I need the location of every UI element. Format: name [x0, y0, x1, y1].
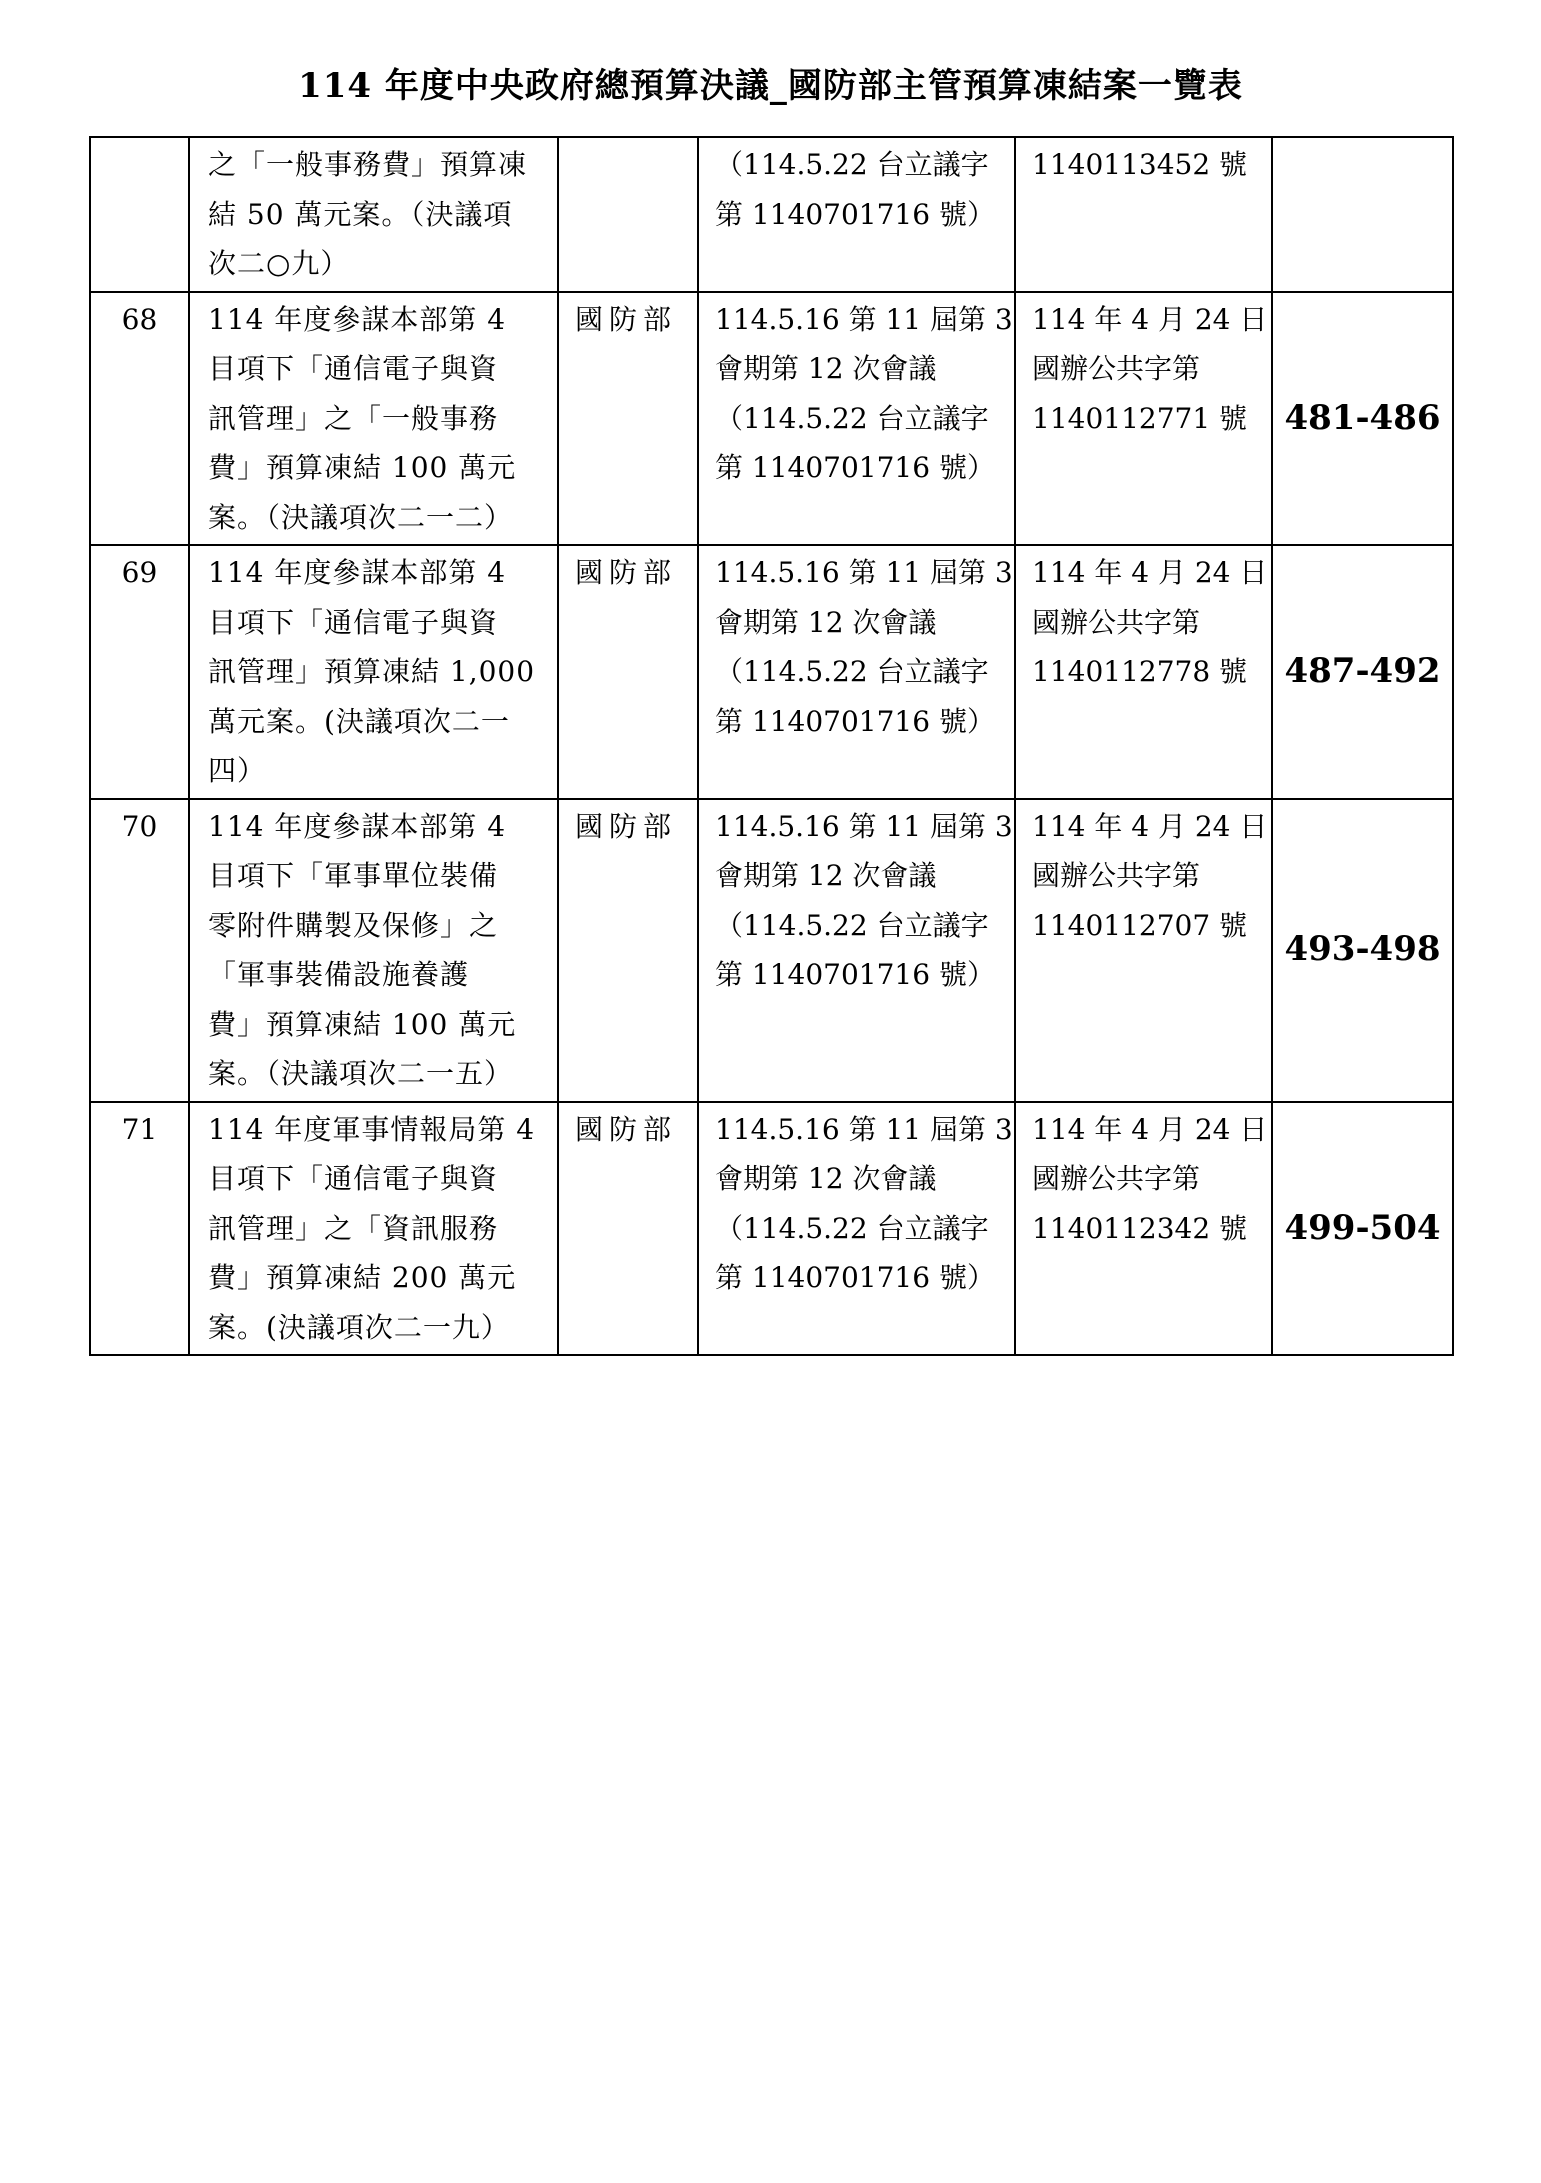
- department-cell: [558, 1102, 698, 1356]
- case-number-cell: [90, 137, 189, 292]
- meeting-line: 第 1140701716 號）: [715, 1261, 995, 1294]
- case-title-line: 114 年度參謀本部第 4: [208, 809, 507, 843]
- reply-document-cell: [1015, 799, 1272, 1102]
- case-title-line: 案。（決議項次二一二）: [208, 500, 514, 534]
- case-title-line: 零附件購製及保修」之: [208, 908, 499, 942]
- reply-document-cell: [1015, 292, 1272, 546]
- case-title-line: 114 年度軍事情報局第 4: [208, 1112, 536, 1146]
- case-number-cell: [90, 545, 189, 799]
- meeting-line: （114.5.22 台立議字: [715, 1211, 989, 1245]
- case-title-line: 費」預算凍結 200 萬元: [208, 1261, 517, 1294]
- reply-document-line: 114 年 4 月 24 日: [1032, 556, 1268, 589]
- reply-document-line: 1140112771 號: [1032, 401, 1248, 435]
- meeting-line: 會期第 12 次會議: [715, 352, 937, 385]
- meeting-cell: [698, 545, 1015, 799]
- meeting-cell: [698, 1102, 1015, 1356]
- page-range-cell: 487-492: [1272, 545, 1453, 799]
- meeting-line: 第 1140701716 號）: [715, 958, 995, 991]
- meeting-cell: [698, 799, 1015, 1102]
- case-title-line: 案。（決議項次二一五）: [208, 1057, 514, 1090]
- reply-document-line: 國辦公共字第: [1032, 352, 1201, 385]
- case-title-cell: [189, 545, 558, 799]
- table-row: [90, 292, 1453, 546]
- reply-document-cell: [1015, 1102, 1272, 1356]
- table-body: [90, 137, 1453, 1355]
- meeting-line: 會期第 12 次會議: [715, 605, 937, 639]
- case-number: 70: [121, 809, 158, 843]
- case-title-line: 訊管理」預算凍結 1,000: [208, 655, 536, 688]
- case-title-line: 目項下「軍事單位裝備: [208, 859, 499, 892]
- case-title-cell: [189, 137, 558, 292]
- case-title-line: 114 年度參謀本部第 4: [208, 302, 507, 336]
- page-range-cell: [1272, 137, 1453, 292]
- case-title-line: 目項下「通信電子與資: [208, 605, 499, 639]
- meeting-line: （114.5.22 台立議字: [715, 655, 989, 688]
- meeting-cell: [698, 292, 1015, 546]
- case-title-cell: [189, 1102, 558, 1356]
- meeting-line: 114.5.16 第 11 屆第 3: [715, 302, 1013, 336]
- reply-document-cell: [1015, 545, 1272, 799]
- reply-document-line: 1140113452 號: [1032, 148, 1248, 181]
- page-range-cell: 499-504: [1272, 1102, 1453, 1356]
- reply-document-cell: [1015, 137, 1272, 292]
- case-title-line: 費」預算凍結 100 萬元: [208, 1007, 517, 1041]
- page-range-cell: 481-486: [1272, 292, 1453, 546]
- meeting-line: 第 1140701716 號）: [715, 704, 995, 738]
- table-row: [90, 545, 1453, 799]
- meeting-line: 114.5.16 第 11 屆第 3: [715, 1112, 1013, 1146]
- department-cell: [558, 799, 698, 1102]
- reply-document-line: 114 年 4 月 24 日: [1032, 809, 1268, 843]
- meeting-line: （114.5.22 台立議字: [715, 401, 989, 435]
- meeting-line: 第 1140701716 號）: [715, 451, 995, 484]
- department-cell: [558, 545, 698, 799]
- department: 國防部: [575, 809, 678, 843]
- department: 國防部: [575, 1112, 678, 1146]
- reply-document-line: 國辦公共字第: [1032, 605, 1201, 639]
- case-title-line: 之「一般事務費」預算凍: [208, 148, 528, 181]
- case-title-line: 訊管理」之「資訊服務: [208, 1211, 499, 1245]
- reply-document-line: 1140112707 號: [1032, 908, 1248, 942]
- reply-document-line: 國辦公共字第: [1032, 1162, 1201, 1195]
- meeting-line: 會期第 12 次會議: [715, 1162, 937, 1195]
- case-number: 68: [121, 302, 158, 336]
- case-title-line: 案。(決議項次二一九）: [208, 1310, 510, 1344]
- case-title-line: 萬元案。(決議項次二一: [208, 704, 510, 738]
- meeting-line: 第 1140701716 號）: [715, 197, 995, 231]
- case-title-cell: [189, 292, 558, 546]
- department: [559, 138, 697, 142]
- page-range-cell: 493-498: [1272, 799, 1453, 1102]
- department: 國防部: [575, 302, 678, 336]
- reply-document-line: 1140112778 號: [1032, 655, 1248, 688]
- case-number: [91, 138, 188, 140]
- case-number-cell: [90, 292, 189, 546]
- case-number: 71: [121, 1112, 158, 1146]
- department: 國防部: [575, 556, 678, 589]
- meeting-line: 114.5.16 第 11 屆第 3: [715, 809, 1013, 843]
- reply-document-line: 國辦公共字第: [1032, 859, 1201, 892]
- meeting-line: （114.5.22 台立議字: [715, 908, 989, 942]
- case-title-line: 訊管理」之「一般事務: [208, 401, 499, 435]
- table-row: [90, 799, 1453, 1102]
- case-title-line: 114 年度參謀本部第 4: [208, 556, 507, 589]
- reply-document-line: 1140112342 號: [1032, 1211, 1248, 1245]
- case-title-line: 費」預算凍結 100 萬元: [208, 451, 517, 484]
- department-cell: [558, 292, 698, 546]
- meeting-line: 114.5.16 第 11 屆第 3: [715, 556, 1013, 589]
- case-number-cell: [90, 1102, 189, 1356]
- meeting-cell: [698, 137, 1015, 292]
- case-number-cell: [90, 799, 189, 1102]
- reply-document-line: 114 年 4 月 24 日: [1032, 1112, 1268, 1146]
- case-title-cell: [189, 799, 558, 1102]
- case-title-line: 「軍事裝備設施養護: [208, 958, 470, 991]
- case-title-line: 次二○九）: [208, 247, 350, 280]
- freeze-case-table: [89, 136, 1454, 1356]
- meeting-line: 會期第 12 次會議: [715, 859, 937, 892]
- page-title: 114 年度中央政府總預算決議_國防部主管預算凍結案一覽表: [298, 66, 1243, 106]
- reply-document-line: 114 年 4 月 24 日: [1032, 302, 1268, 336]
- case-title-line: 目項下「通信電子與資: [208, 352, 499, 385]
- case-title-line: 四）: [208, 754, 267, 787]
- department-cell: [558, 137, 698, 292]
- table-row: [90, 137, 1453, 292]
- case-number: 69: [121, 556, 158, 589]
- case-title-line: 目項下「通信電子與資: [208, 1162, 499, 1195]
- table-row: [90, 1102, 1453, 1356]
- meeting-line: （114.5.22 台立議字: [715, 148, 989, 181]
- case-title-line: 結 50 萬元案。（決議項: [208, 197, 513, 231]
